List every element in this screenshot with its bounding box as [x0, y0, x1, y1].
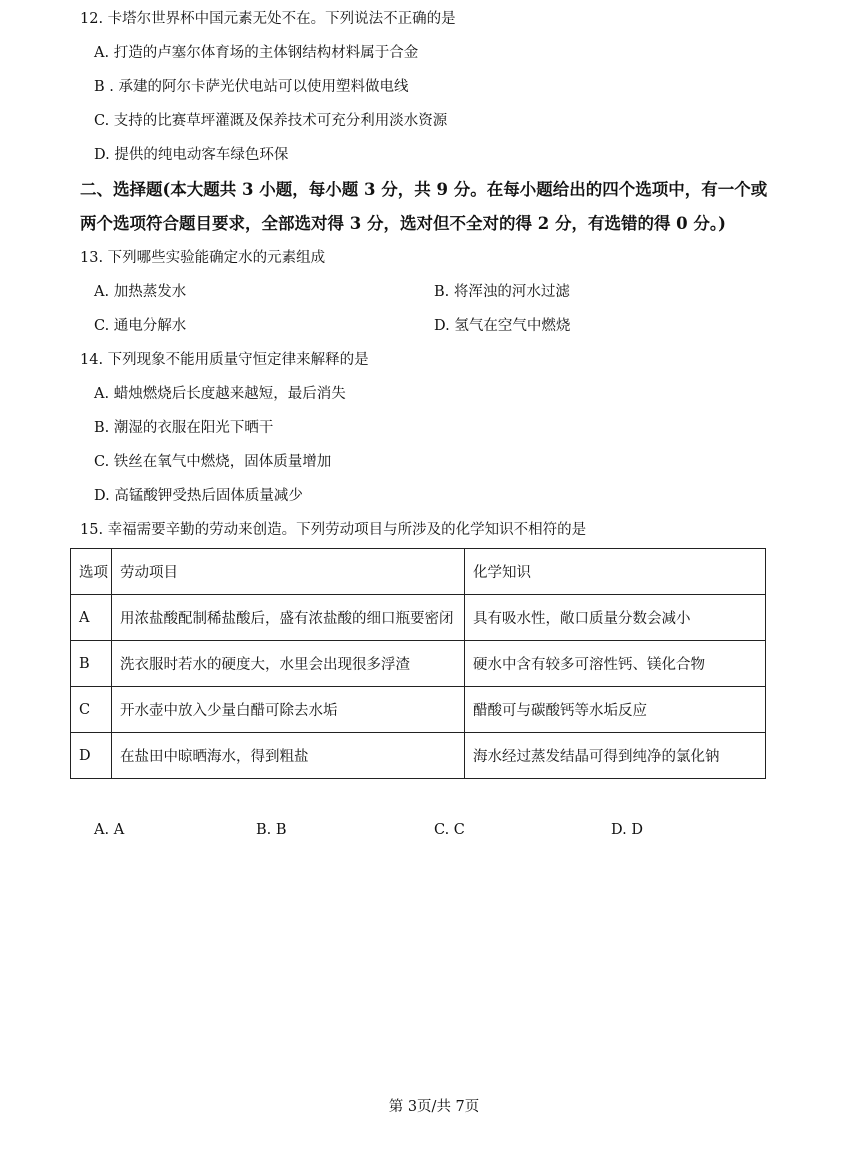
table-header-cell: 劳动项目 — [112, 549, 465, 595]
q12-option-d: D. 提供的纯电动客车绿色环保 — [94, 147, 289, 163]
q14-option-b: B. 潮湿的衣服在阳光下晒干 — [94, 420, 274, 436]
q15-option-b: B. B — [256, 822, 287, 838]
q14-option-d: D. 高锰酸钾受热后固体质量减少 — [94, 488, 303, 504]
q14-stem: 14. 下列现象不能用质量守恒定律来解释的是 — [80, 352, 369, 368]
q15-table — [70, 548, 766, 779]
q12-option-b: B . 承建的阿尔卡萨光伏电站可以使用塑料做电线 — [94, 79, 409, 95]
q15-stem: 15. 幸福需要辛勤的劳动来创造。下列劳动项目与所涉及的化学知识不相符的是 — [80, 522, 587, 538]
table-row — [71, 595, 766, 641]
q13-option-c: C. 通电分解水 — [94, 318, 187, 334]
q14-option-c: C. 铁丝在氧气中燃烧，固体质量增加 — [94, 454, 332, 470]
q12-stem: 12. 卡塔尔世界杯中国元素无处不在。下列说法不正确的是 — [80, 11, 456, 27]
q15-option-a: A. A — [94, 822, 125, 838]
q12-option-c: C. 支持的比赛草坪灌溉及保养技术可充分利用淡水资源 — [94, 113, 448, 129]
table-cell: 硬水中含有较多可溶性钙、镁化合物 — [465, 641, 766, 687]
table-header-row — [71, 549, 766, 595]
q12-option-a: A. 打造的卢塞尔体育场的主体钢结构材料属于合金 — [94, 45, 419, 61]
table-header-cell: 选项 — [71, 549, 112, 595]
table-cell: 在盐田中晾晒海水，得到粗盐 — [112, 733, 465, 779]
table-cell: D — [71, 733, 112, 779]
table-cell: 醋酸可与碳酸钙等水垢反应 — [465, 687, 766, 733]
q15-option-d: D. D — [611, 822, 643, 838]
section2-heading-line1: 二、选择题(本大题共 3 小题，每小题 3 分，共 9 分。在每小题给出的四个选项中，有一个或 — [80, 180, 768, 199]
q13-option-a: A. 加热蒸发水 — [94, 284, 187, 300]
q13-stem: 13. 下列哪些实验能确定水的元素组成 — [80, 250, 326, 266]
table-cell: 海水经过蒸发结晶可得到纯净的氯化钠 — [465, 733, 766, 779]
table-cell: 用浓盐酸配制稀盐酸后，盛有浓盐酸的细口瓶要密闭 — [112, 595, 465, 641]
table-row — [71, 733, 766, 779]
table-cell: A — [71, 595, 112, 641]
table-header-cell: 化学知识 — [465, 549, 766, 595]
section2-heading-line2: 两个选项符合题目要求，全部选对得 3 分，选对但不全对的得 2 分，有选错的得 0 分。) — [80, 214, 726, 233]
q14-option-a: A. 蜡烛燃烧后长度越来越短，最后消失 — [94, 386, 346, 402]
q13-option-b: B. 将浑浊的河水过滤 — [434, 284, 570, 300]
page-number-footer: 第 3页/共 7页 — [388, 1099, 480, 1115]
table-cell: C — [71, 687, 112, 733]
q15-option-c: C. C — [434, 822, 465, 838]
table-row — [71, 641, 766, 687]
table-cell: 洗衣服时若水的硬度大，水里会出现很多浮渣 — [112, 641, 465, 687]
q13-option-d: D. 氢气在空气中燃烧 — [434, 318, 571, 334]
table-cell: B — [71, 641, 112, 687]
table-cell: 开水壶中放入少量白醋可除去水垢 — [112, 687, 465, 733]
table-cell: 具有吸水性，敞口质量分数会减小 — [465, 595, 766, 641]
table-row — [71, 687, 766, 733]
